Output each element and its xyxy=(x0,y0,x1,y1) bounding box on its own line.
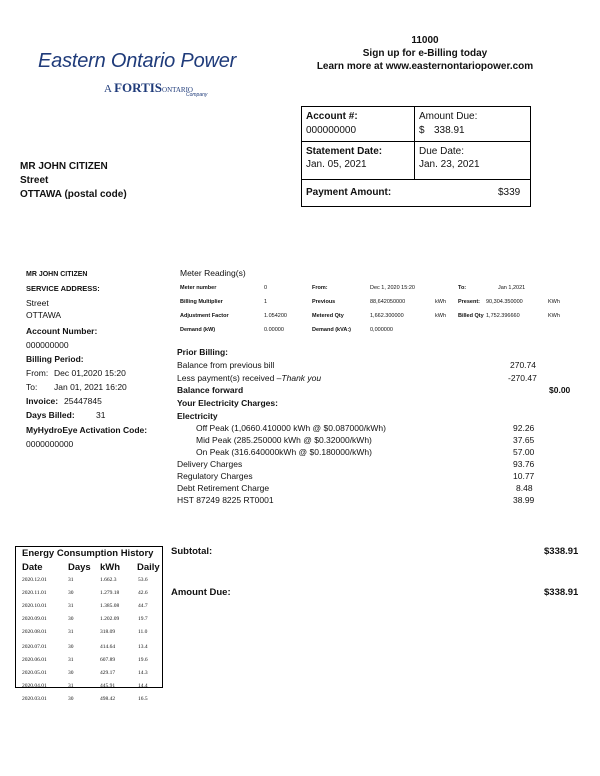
subtotal-label: Subtotal: xyxy=(171,546,213,557)
billing-from-label: From: xyxy=(26,368,49,378)
account-box xyxy=(301,106,531,207)
history-cell: 2020.11.01 xyxy=(22,590,47,596)
present-label: Present: xyxy=(458,299,481,305)
history-cell: 19.7 xyxy=(138,616,148,622)
history-cell: 14.3 xyxy=(138,670,148,676)
history-cell: 31 xyxy=(68,629,74,635)
service-street: Street xyxy=(26,298,49,308)
history-cell: 31 xyxy=(68,657,74,663)
history-cell: 42.6 xyxy=(138,590,148,596)
logo-fortis: FORTIS xyxy=(114,80,163,95)
history-cell: 30 xyxy=(68,696,74,702)
mid-peak-value: 37.65 xyxy=(513,435,535,445)
balance-forward-label: Balance forward xyxy=(177,385,244,395)
history-cell: 429.17 xyxy=(100,670,116,676)
days-billed-value: 31 xyxy=(96,410,106,420)
meter-from-value: Dec 1, 2020 15:20 xyxy=(370,285,415,291)
history-cell: 1.385.08 xyxy=(100,603,120,609)
history-cell: 53.6 xyxy=(138,577,148,583)
kwh-unit-3: kWh xyxy=(435,313,446,319)
history-cell: 44.7 xyxy=(138,603,148,609)
balance-prev-value: 270.74 xyxy=(510,360,536,370)
history-cell: 30 xyxy=(68,670,74,676)
delivery-label: Delivery Charges xyxy=(177,459,243,469)
amount-due-label: Amount Due: xyxy=(419,111,478,122)
delivery-value: 93.76 xyxy=(513,459,535,469)
invoice-label: Invoice: xyxy=(26,396,59,406)
metered-qty-label: Metered Qty xyxy=(312,313,344,319)
demand-kva-label: Demand (kVA:) xyxy=(312,327,352,333)
history-cell: 13.4 xyxy=(138,644,148,650)
billing-from-value: Dec 01,2020 15:20 xyxy=(54,368,126,378)
history-cell: 414.64 xyxy=(100,644,116,650)
balance-forward-value: $0.00 xyxy=(549,385,571,395)
history-cell: 30 xyxy=(68,644,74,650)
balance-prev-label: Balance from previous bill xyxy=(177,360,275,370)
kwh-unit-2: KWh xyxy=(548,299,560,305)
history-cell: 2020.10.01 xyxy=(22,603,47,609)
payment-amount-value: $339 xyxy=(498,187,521,198)
billing-to-value: Jan 01, 2021 16:20 xyxy=(54,382,127,392)
amount-due-total-value: $338.91 xyxy=(544,587,579,598)
fortis-logo xyxy=(104,80,193,96)
customer-street: Street xyxy=(20,175,49,186)
history-cell: 30 xyxy=(68,590,74,596)
billing-period-label: Billing Period: xyxy=(26,354,84,364)
logo-ontario: ONTARIO xyxy=(162,86,193,94)
off-peak-label: Off Peak (1,0660.410000 kWh @ $0.087000/kWh) xyxy=(196,423,386,433)
billing-to-label: To: xyxy=(26,382,38,392)
service-address-label: SERVICE ADDRESS: xyxy=(26,284,100,293)
history-cell: 31 xyxy=(68,603,74,609)
history-cell: 11.0 xyxy=(138,629,148,635)
history-cell: 2020.07.01 xyxy=(22,644,47,650)
meter-number-value: 0 xyxy=(264,285,268,291)
less-payment-label xyxy=(177,373,321,383)
left-name: MR JOHN CITIZEN xyxy=(26,271,88,278)
header-website[interactable]: Learn more at www.easternontariopower.com xyxy=(316,61,534,72)
amount-due-value: 338.91 xyxy=(434,125,465,136)
meter-to-label: To: xyxy=(458,285,467,291)
history-header-kwh: kWh xyxy=(100,562,121,573)
billed-qty-value: 1,752.396660 xyxy=(486,313,520,319)
less-payment-value: -270.47 xyxy=(508,373,537,383)
regulatory-label: Regulatory Charges xyxy=(177,471,253,481)
regulatory-value: 10.77 xyxy=(513,471,535,481)
amount-due-total-label: Amount Due: xyxy=(171,587,231,598)
history-cell: 2020.04.01 xyxy=(22,683,47,689)
your-charges-label: Your Electricity Charges: xyxy=(177,398,278,408)
header-block xyxy=(300,34,550,73)
mid-peak-label: Mid Peak (285.250000 kWh @ $0.32000/kWh) xyxy=(196,435,372,445)
history-cell: 2020.05.01 xyxy=(22,670,47,676)
hst-value: 38.99 xyxy=(513,495,535,505)
demand-kw-value: 0.00000 xyxy=(264,327,284,333)
adjustment-factor-label: Adjustment Factor xyxy=(180,313,229,319)
payment-amount-label: Payment Amount: xyxy=(306,187,392,198)
header-code: 11000 xyxy=(411,35,439,46)
electricity-label: Electricity xyxy=(177,411,218,421)
customer-name: MR JOHN CITIZEN xyxy=(20,161,108,172)
history-header-date: Date xyxy=(22,562,43,573)
due-date-label: Due Date: xyxy=(419,146,465,157)
adjustment-factor-value: 1.054200 xyxy=(264,313,287,319)
header-ebilling: Sign up for e-Billing today xyxy=(362,48,488,59)
prior-billing-label: Prior Billing: xyxy=(177,347,228,357)
activation-value: 0000000000 xyxy=(26,439,74,449)
debt-value: 8.48 xyxy=(516,483,533,493)
customer-address xyxy=(20,160,127,202)
previous-label: Previous xyxy=(312,299,336,305)
kwh-unit-1: kWh xyxy=(435,299,446,305)
previous-value: 88,642050000 xyxy=(370,299,406,305)
subtotal-value: $338.91 xyxy=(544,546,579,557)
history-cell: 445.91 xyxy=(100,683,116,689)
billing-multiplier-value: 1 xyxy=(264,299,268,305)
meter-number-label: Meter number xyxy=(180,285,217,291)
thank-you-text: Thank you xyxy=(281,373,322,383)
account-label: Account #: xyxy=(306,111,358,122)
off-peak-value: 92.26 xyxy=(513,423,535,433)
history-cell: 318.09 xyxy=(100,629,116,635)
demand-kw-label: Demand (kW) xyxy=(180,327,216,333)
history-cell: 2020.03.01 xyxy=(22,696,47,702)
history-cell: 1.279.18 xyxy=(100,590,120,596)
history-cell: 31 xyxy=(68,683,74,689)
account-number-value: 000000000 xyxy=(26,340,69,350)
history-cell: 2020.09.01 xyxy=(22,616,47,622)
account-number-label: Account Number: xyxy=(26,326,98,336)
metered-qty-value: 1,662.300000 xyxy=(370,313,404,319)
history-cell: 2020.08.01 xyxy=(22,629,47,635)
history-cell: 14.4 xyxy=(138,683,148,689)
billing-multiplier-label: Billing Multiplier xyxy=(180,299,223,305)
due-date-value: Jan. 23, 2021 xyxy=(419,159,480,170)
logo-a: A xyxy=(104,83,112,95)
history-cell: 16.5 xyxy=(138,696,148,702)
invoice-value: 25447845 xyxy=(64,396,102,406)
debt-label: Debt Retirement Charge xyxy=(177,483,270,493)
company-logo: Eastern Ontario Power xyxy=(38,50,237,72)
activation-label: MyHydroEye Activation Code: xyxy=(26,425,148,435)
meter-from-label: From: xyxy=(312,285,328,291)
history-header-days: Days xyxy=(68,562,91,573)
days-billed-label: Days Billed: xyxy=(26,410,75,420)
service-city: OTTAWA xyxy=(26,310,62,320)
demand-kva-value: 0,000000 xyxy=(370,327,393,333)
account-value: 000000000 xyxy=(306,125,357,136)
customer-city: OTTAWA (postal code) xyxy=(20,189,127,200)
hst-label: HST 87249 8225 RT0001 xyxy=(177,495,274,505)
on-peak-label: On Peak (316.640000kWh @ $0.180000/kWh) xyxy=(196,447,372,457)
meter-to-value: Jan 1,2021 xyxy=(498,285,526,291)
history-cell: 30 xyxy=(68,616,74,622)
history-cell: 1.202.09 xyxy=(100,616,120,622)
present-value: 90,304.350000 xyxy=(486,299,523,305)
history-cell: 607.89 xyxy=(100,657,116,663)
consumption-history-box xyxy=(15,546,163,702)
history-header-daily: Daily xyxy=(137,562,160,573)
on-peak-value: 57.00 xyxy=(513,447,535,457)
history-cell: 31 xyxy=(68,577,74,583)
history-cell: 498.42 xyxy=(100,696,116,702)
statement-date-label: Statement Date: xyxy=(306,146,383,157)
history-cell: 19.6 xyxy=(138,657,148,663)
amount-due-currency: $ xyxy=(419,125,425,136)
kwh-unit-4: KWh xyxy=(548,313,560,319)
meter-title: Meter Reading(s) xyxy=(180,268,246,278)
history-cell: 2020.12.01 xyxy=(22,577,47,583)
history-cell: 1.662.3 xyxy=(100,577,117,583)
billed-qty-label: Billed Qty xyxy=(458,313,484,319)
less-payment-text: Less payment(s) received – xyxy=(177,373,282,383)
history-cell: 2020.06.01 xyxy=(22,657,47,663)
statement-date-value: Jan. 05, 2021 xyxy=(306,159,367,170)
logo-company: Company xyxy=(186,92,208,98)
history-title: Energy Consumption History xyxy=(22,548,154,559)
